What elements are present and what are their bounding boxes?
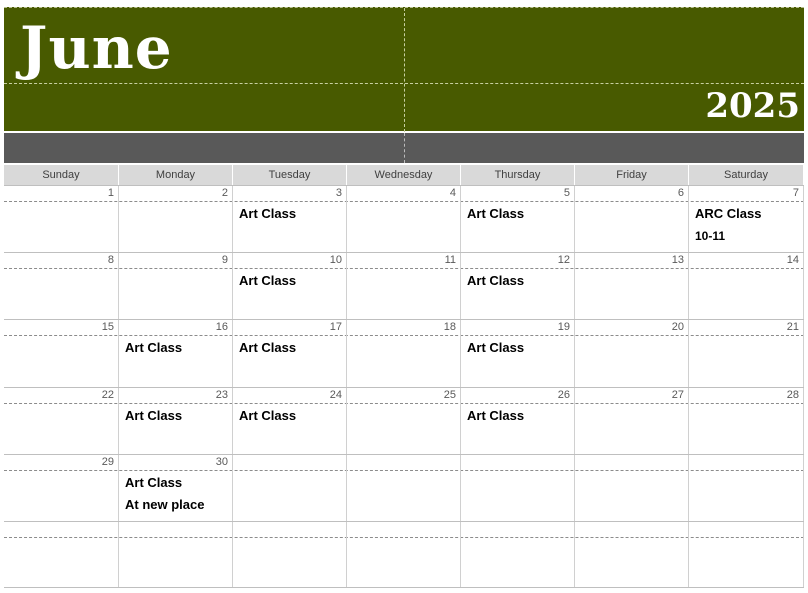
event-text[interactable]: Art Class: [125, 340, 183, 355]
week-row: [4, 320, 804, 388]
day-number: 30: [215, 456, 228, 468]
day-cell[interactable]: [233, 253, 347, 319]
month-title[interactable]: June: [20, 14, 173, 82]
day-cell[interactable]: [119, 253, 233, 319]
band-divider: [404, 133, 405, 163]
event-text[interactable]: Art Class: [467, 408, 525, 423]
day-cell[interactable]: [689, 253, 804, 319]
weekday-header-row: [4, 165, 804, 186]
event-text[interactable]: Art Class: [239, 340, 297, 355]
day-cell[interactable]: [233, 320, 347, 387]
day-number: 22: [101, 389, 114, 401]
day-number: 17: [329, 321, 342, 333]
day-cell[interactable]: [689, 455, 804, 521]
day-number: 5: [563, 187, 570, 199]
day-number: 9: [221, 254, 228, 266]
day-cell[interactable]: [461, 522, 575, 587]
day-number: 20: [671, 321, 684, 333]
week-row: [4, 455, 804, 522]
day-number: 25: [443, 389, 456, 401]
day-number: 12: [557, 254, 570, 266]
day-number: 2: [221, 187, 228, 199]
week-row: [4, 253, 804, 320]
week-row: [4, 388, 804, 455]
day-cell[interactable]: [347, 320, 461, 387]
day-number: 4: [449, 187, 456, 199]
event-text[interactable]: ARC Class: [695, 206, 762, 221]
day-number: 29: [101, 456, 114, 468]
day-cell[interactable]: [575, 522, 689, 587]
event-text[interactable]: Art Class: [125, 475, 183, 490]
event-text[interactable]: Art Class: [467, 206, 525, 221]
day-cell[interactable]: [461, 455, 575, 521]
weekday-header-wednesday: Wednesday: [347, 165, 461, 185]
day-number: 21: [786, 321, 799, 333]
event-text[interactable]: Art Class: [239, 206, 297, 221]
day-number: 6: [677, 187, 684, 199]
day-cell[interactable]: [4, 522, 119, 587]
day-cell[interactable]: [4, 320, 119, 387]
event-detail-text[interactable]: 10-11: [695, 229, 726, 243]
weekday-header-sunday: Sunday: [4, 165, 119, 185]
day-cell[interactable]: [347, 455, 461, 521]
day-cell[interactable]: [689, 522, 804, 587]
day-number: 7: [792, 187, 799, 199]
day-cell[interactable]: [689, 388, 804, 454]
header-band: [4, 133, 804, 163]
day-cell[interactable]: [347, 186, 461, 252]
day-cell[interactable]: [575, 455, 689, 521]
day-number: 28: [786, 389, 799, 401]
day-number: 10: [329, 254, 342, 266]
weeks-container: [4, 186, 804, 588]
day-number: 15: [101, 321, 114, 333]
day-cell[interactable]: [4, 388, 119, 454]
day-number: 11: [444, 254, 456, 266]
day-cell[interactable]: [119, 522, 233, 587]
day-cell[interactable]: [4, 455, 119, 521]
day-cell[interactable]: [575, 186, 689, 252]
day-cell[interactable]: [119, 186, 233, 252]
day-cell[interactable]: [233, 186, 347, 252]
weekday-header-thursday: Thursday: [461, 165, 575, 185]
day-number: 19: [557, 321, 570, 333]
header-divider-vertical: [404, 8, 405, 132]
event-text[interactable]: Art Class: [239, 273, 297, 288]
day-number: 24: [329, 389, 342, 401]
weekday-header-friday: Friday: [575, 165, 689, 185]
day-cell[interactable]: [575, 320, 689, 387]
weekday-header-monday: Monday: [119, 165, 233, 185]
calendar-grid: [4, 165, 804, 588]
day-cell[interactable]: [4, 186, 119, 252]
day-cell[interactable]: [347, 522, 461, 587]
day-cell[interactable]: [461, 253, 575, 319]
event-detail-text[interactable]: At new place: [125, 497, 205, 512]
day-cell[interactable]: [461, 388, 575, 454]
day-cell[interactable]: [575, 388, 689, 454]
day-cell[interactable]: [689, 320, 804, 387]
event-text[interactable]: Art Class: [467, 340, 525, 355]
day-number: 3: [335, 187, 342, 199]
day-cell[interactable]: [347, 253, 461, 319]
event-text[interactable]: Art Class: [125, 408, 183, 423]
day-cell[interactable]: [4, 253, 119, 319]
day-number: 26: [557, 389, 570, 401]
day-cell[interactable]: [689, 186, 804, 252]
day-cell[interactable]: [119, 320, 233, 387]
day-number: 13: [671, 254, 684, 266]
day-number: 1: [107, 187, 114, 199]
day-cell[interactable]: [461, 186, 575, 252]
day-cell[interactable]: [461, 320, 575, 387]
day-number: 16: [215, 321, 228, 333]
day-cell[interactable]: [233, 388, 347, 454]
day-number: 23: [215, 389, 228, 401]
week-row: [4, 522, 804, 588]
day-number: 8: [107, 254, 114, 266]
day-cell[interactable]: [119, 455, 233, 521]
day-number: 14: [786, 254, 799, 266]
day-cell[interactable]: [119, 388, 233, 454]
weekday-header-tuesday: Tuesday: [233, 165, 347, 185]
weekday-header-saturday: Saturday: [689, 165, 804, 185]
day-cell[interactable]: [575, 253, 689, 319]
day-number: 27: [671, 389, 684, 401]
event-text[interactable]: Art Class: [467, 273, 525, 288]
day-cell[interactable]: [233, 522, 347, 587]
year-title[interactable]: 2025: [705, 86, 800, 126]
event-text[interactable]: Art Class: [239, 408, 297, 423]
day-cell[interactable]: [233, 455, 347, 521]
day-number: 18: [443, 321, 456, 333]
calendar-header: [4, 7, 804, 131]
week-row: [4, 186, 804, 253]
day-cell[interactable]: [347, 388, 461, 454]
